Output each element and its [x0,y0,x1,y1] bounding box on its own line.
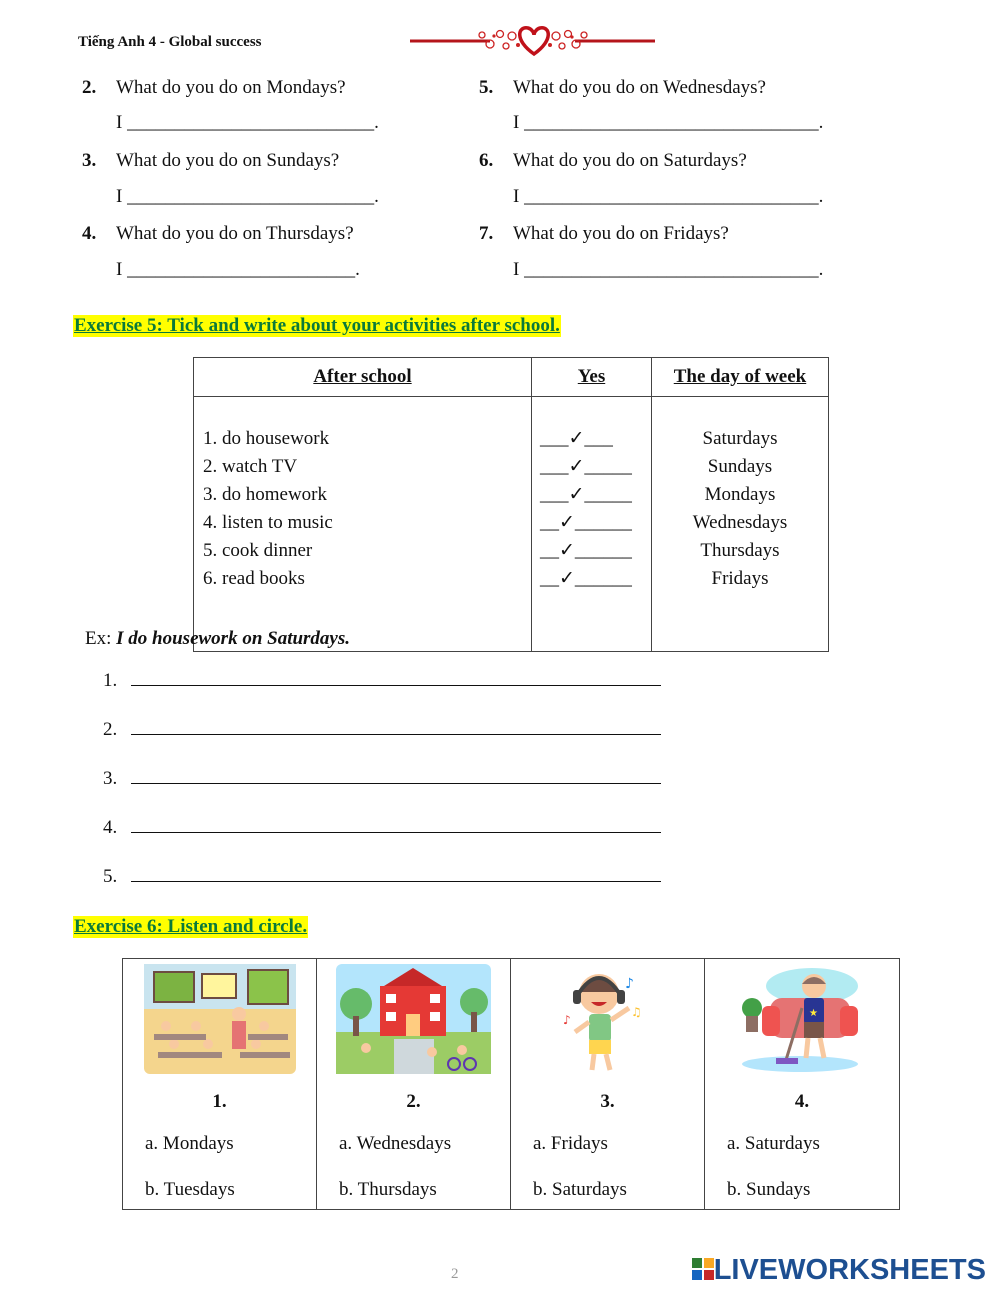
activity-item: 4. listen to music [203,512,333,533]
col-header-day: The day of week [652,358,829,397]
ticks-cell [532,397,652,652]
day-item: Mondays [704,484,776,505]
writing-line[interactable]: 1. [103,666,661,692]
answer-line-5[interactable]: I _______________________________. [513,112,824,133]
liveworksheets-logo-icon [692,1258,714,1280]
question-2: 2. What do you do on Mondays? [82,77,346,98]
option-a[interactable]: a. Saturdays [727,1133,820,1154]
tick-mark[interactable]: ___✓_____ [540,456,632,477]
tick-mark[interactable]: __✓______ [540,512,632,533]
classroom-illustration [123,959,316,1079]
activity-item: 1. do housework [203,428,330,449]
header-title: Tiếng Anh 4 - Global success [78,34,262,50]
school-illustration [317,959,510,1079]
tick-mark[interactable]: ___✓_____ [540,484,632,505]
item-number: 3. [600,1091,615,1112]
answer-line-7[interactable]: I _______________________________. [513,259,824,280]
activity-item: 3. do homework [203,484,328,505]
question-6: 6. What do you do on Saturdays? [479,150,747,171]
item-number: 2. [406,1091,421,1112]
day-item: Saturdays [702,428,778,449]
option-a[interactable]: a. Fridays [533,1133,608,1154]
item-cell-1 [123,959,317,1210]
tick-mark[interactable]: ___✓___ [540,428,613,449]
page-number: 2 [451,1266,459,1282]
day-item: Fridays [711,568,769,589]
svg-text:♫: ♫ [630,1005,642,1019]
days-cell [652,397,829,652]
activities-table [193,357,829,652]
exercise-5-title: Exercise 5: Tick and write about your activities after school. [74,315,560,336]
example-sentence: Ex: I do housework on Saturdays. [85,628,351,649]
option-b[interactable]: b. Saturdays [533,1179,627,1200]
svg-text:♪: ♪ [624,976,634,992]
writing-line[interactable]: 3. [103,764,661,790]
item-cell-4 [705,959,900,1210]
svg-text:★: ★ [808,1008,818,1019]
option-b[interactable]: b. Sundays [727,1179,811,1200]
boy-listening-music-illustration [511,959,704,1079]
option-b[interactable]: b. Tuesdays [145,1179,235,1200]
col-header-yes: Yes [532,358,652,397]
tick-mark[interactable]: __✓______ [540,568,632,589]
writing-line[interactable]: 4. [103,813,661,839]
day-item: Sundays [707,456,773,477]
answer-line-2[interactable]: I __________________________. [116,112,379,133]
option-a[interactable]: a. Mondays [145,1133,234,1154]
question-4: 4. What do you do on Thursdays? [82,223,354,244]
item-number: 4. [794,1091,810,1112]
heart-ornament [410,24,655,60]
question-7: 7. What do you do on Fridays? [479,223,729,244]
tick-mark[interactable]: __✓______ [540,540,632,561]
col-header-after-school: After school [194,358,532,397]
exercise-6-title: Exercise 6: Listen and circle. [74,916,308,937]
day-item: Wednesdays [692,512,788,533]
activities-cell [194,397,532,652]
svg-text:♪: ♪ [562,1013,571,1027]
option-a[interactable]: a. Wednesdays [339,1133,452,1154]
boy-mopping-floor-illustration [705,959,899,1079]
activity-item: 2. watch TV [203,456,298,477]
writing-line[interactable]: 2. [103,715,661,741]
answer-line-4[interactable]: I ________________________. [116,259,360,280]
item-number: 1. [212,1091,227,1112]
answer-line-6[interactable]: I _______________________________. [513,186,824,207]
question-5: 5. What do you do on Wednesdays? [479,77,766,98]
day-item: Thursdays [700,540,780,561]
listen-circle-table [122,958,900,1210]
writing-line[interactable]: 5. [103,862,661,888]
item-cell-2 [317,959,511,1210]
activity-item: 6. read books [203,568,305,589]
liveworksheets-logo[interactable]: LIVEWORKSHEETS [713,1254,986,1286]
activity-item: 5. cook dinner [203,540,313,561]
answer-line-3[interactable]: I __________________________. [116,186,379,207]
item-cell-3 [511,959,705,1210]
option-b[interactable]: b. Thursdays [339,1179,437,1200]
question-3: 3. What do you do on Sundays? [82,150,340,171]
